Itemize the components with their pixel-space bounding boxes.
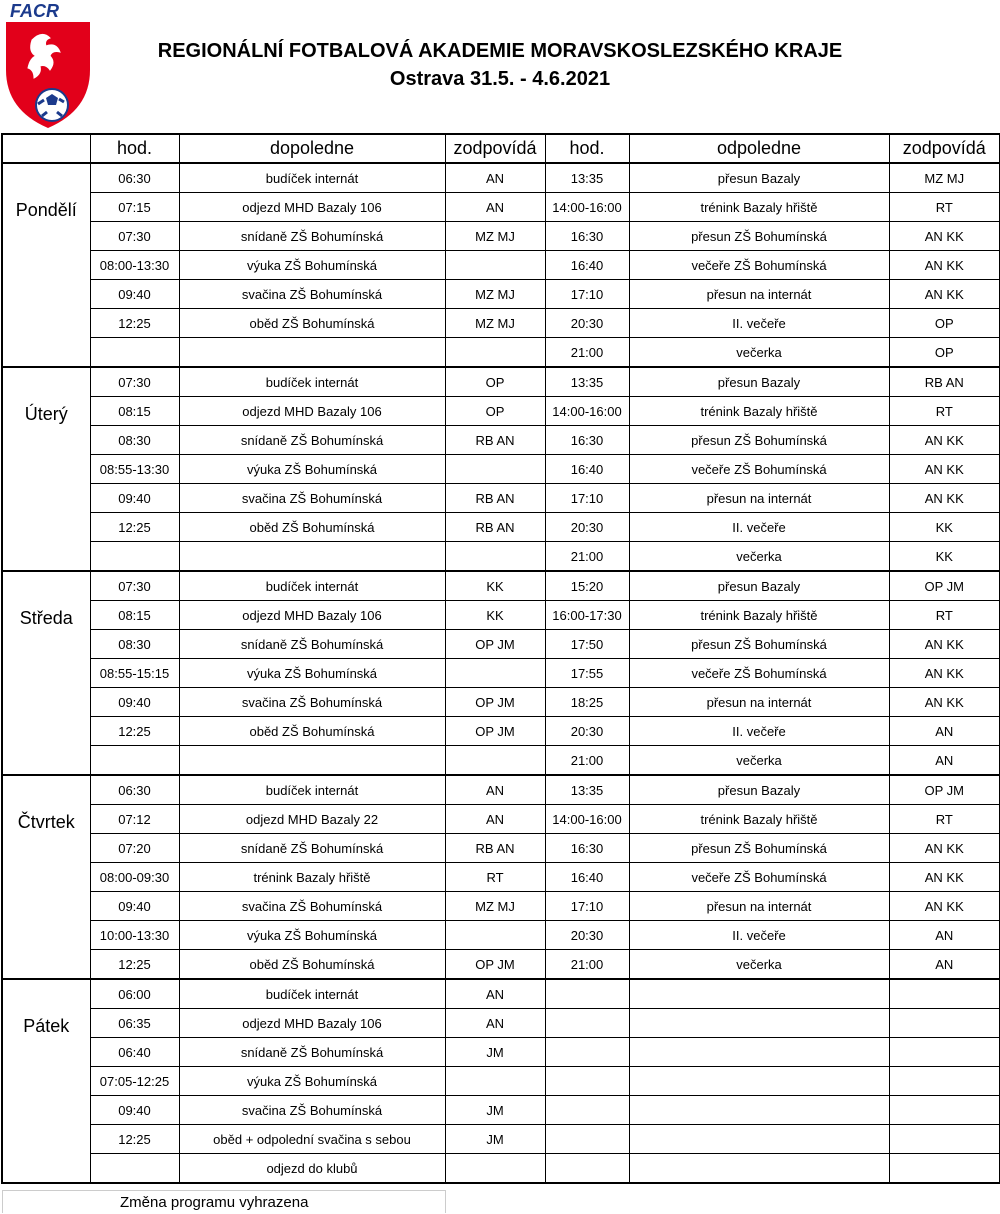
cell-responsible-pm: AN KK <box>889 688 1000 717</box>
table-row <box>2 1038 1000 1067</box>
table-row <box>2 950 1000 980</box>
cell-activity-am: oběd ZŠ Bohumínská <box>179 309 445 338</box>
cell-time-am: 09:40 <box>90 688 179 717</box>
table-row <box>2 601 1000 630</box>
cell-time-am: 09:40 <box>90 484 179 513</box>
table-row <box>2 921 1000 950</box>
cell-responsible-am: KK <box>445 601 545 630</box>
cell-responsible-am <box>445 251 545 280</box>
table-row <box>2 542 1000 572</box>
cell-responsible-pm <box>889 979 1000 1009</box>
table-row <box>2 775 1000 805</box>
cell-responsible-am: OP <box>445 367 545 397</box>
cell-time-pm <box>545 1009 629 1038</box>
cell-responsible-am <box>445 455 545 484</box>
cell-time-pm: 17:55 <box>545 659 629 688</box>
cell-responsible-am: AN <box>445 163 545 193</box>
cell-activity-am: svačina ZŠ Bohumínská <box>179 484 445 513</box>
cell-responsible-am: MZ MJ <box>445 309 545 338</box>
cell-time-am: 12:25 <box>90 309 179 338</box>
cell-activity-am: trénink Bazaly hřiště <box>179 863 445 892</box>
cell-responsible-pm: OP <box>889 309 1000 338</box>
schedule-table <box>1 133 1000 1184</box>
cell-activity-pm: přesun Bazaly <box>629 367 889 397</box>
cell-activity-pm: trénink Bazaly hřiště <box>629 601 889 630</box>
cell-time-pm: 16:30 <box>545 426 629 455</box>
cell-time-pm: 16:40 <box>545 455 629 484</box>
cell-activity-am: svačina ZŠ Bohumínská <box>179 892 445 921</box>
table-row <box>2 805 1000 834</box>
cell-time-am: 06:00 <box>90 979 179 1009</box>
day-label: Úterý <box>2 367 90 571</box>
cell-activity-pm: přesun ZŠ Bohumínská <box>629 426 889 455</box>
cell-responsible-am: OP <box>445 397 545 426</box>
cell-time-am: 07:12 <box>90 805 179 834</box>
cell-time-pm: 13:35 <box>545 163 629 193</box>
column-header-time-am: hod. <box>90 134 179 163</box>
cell-responsible-pm: AN KK <box>889 659 1000 688</box>
cell-responsible-pm: AN KK <box>889 834 1000 863</box>
cell-time-am <box>90 746 179 776</box>
cell-time-am: 08:30 <box>90 426 179 455</box>
cell-time-am: 06:30 <box>90 775 179 805</box>
cell-responsible-pm: KK <box>889 513 1000 542</box>
day-label: Čtvrtek <box>2 775 90 979</box>
cell-responsible-pm <box>889 1067 1000 1096</box>
cell-activity-pm: II. večeře <box>629 309 889 338</box>
cell-responsible-pm: AN KK <box>889 426 1000 455</box>
cell-time-pm: 16:40 <box>545 251 629 280</box>
cell-time-pm: 20:30 <box>545 921 629 950</box>
day-label: Středa <box>2 571 90 775</box>
cell-activity-pm: večeře ZŠ Bohumínská <box>629 455 889 484</box>
cell-responsible-am: KK <box>445 571 545 601</box>
cell-responsible-pm: RT <box>889 193 1000 222</box>
table-row <box>2 1125 1000 1154</box>
cell-activity-am: oběd + odpolední svačina s sebou <box>179 1125 445 1154</box>
cell-activity-am <box>179 338 445 368</box>
cell-responsible-am: AN <box>445 775 545 805</box>
cell-activity-am: oběd ZŠ Bohumínská <box>179 513 445 542</box>
cell-time-am: 07:20 <box>90 834 179 863</box>
cell-activity-pm: večeře ZŠ Bohumínská <box>629 863 889 892</box>
table-row <box>2 979 1000 1009</box>
cell-activity-pm: II. večeře <box>629 921 889 950</box>
cell-responsible-am: RB AN <box>445 426 545 455</box>
cell-responsible-am: OP JM <box>445 717 545 746</box>
cell-activity-am: budíček internát <box>179 163 445 193</box>
cell-time-am: 06:30 <box>90 163 179 193</box>
cell-time-am: 08:55-13:30 <box>90 455 179 484</box>
column-header-responsible-am: zodpovídá <box>445 134 545 163</box>
cell-time-am: 07:30 <box>90 367 179 397</box>
cell-activity-am: odjezd do klubů <box>179 1154 445 1184</box>
cell-time-am: 12:25 <box>90 950 179 980</box>
table-row <box>2 630 1000 659</box>
cell-time-am: 06:35 <box>90 1009 179 1038</box>
cell-time-am: 09:40 <box>90 1096 179 1125</box>
page-title: REGIONÁLNÍ FOTBALOVÁ AKADEMIE MORAVSKOSLEZSKÉHO KRAJE <box>157 40 843 62</box>
cell-time-pm: 18:25 <box>545 688 629 717</box>
table-row <box>2 746 1000 776</box>
cell-time-pm <box>545 1125 629 1154</box>
cell-activity-pm: večeře ZŠ Bohumínská <box>629 251 889 280</box>
cell-activity-am: odjezd MHD Bazaly 106 <box>179 601 445 630</box>
cell-activity-pm <box>629 1009 889 1038</box>
cell-activity-am <box>179 746 445 776</box>
cell-time-pm: 20:30 <box>545 513 629 542</box>
cell-activity-am: budíček internát <box>179 979 445 1009</box>
cell-activity-am: odjezd MHD Bazaly 106 <box>179 1009 445 1038</box>
cell-activity-pm: přesun Bazaly <box>629 571 889 601</box>
cell-activity-pm: večerka <box>629 950 889 980</box>
cell-time-am: 09:40 <box>90 892 179 921</box>
cell-responsible-am: AN <box>445 1009 545 1038</box>
cell-activity-pm <box>629 1038 889 1067</box>
cell-time-am: 08:30 <box>90 630 179 659</box>
cell-activity-am: snídaně ZŠ Bohumínská <box>179 834 445 863</box>
cell-responsible-am <box>445 1067 545 1096</box>
table-row <box>2 1009 1000 1038</box>
cell-responsible-pm: RT <box>889 397 1000 426</box>
cell-responsible-pm: AN KK <box>889 484 1000 513</box>
table-row <box>2 1067 1000 1096</box>
cell-time-am <box>90 542 179 572</box>
cell-activity-am: snídaně ZŠ Bohumínská <box>179 426 445 455</box>
cell-activity-am <box>179 542 445 572</box>
cell-responsible-pm <box>889 1154 1000 1184</box>
cell-time-am: 08:55-15:15 <box>90 659 179 688</box>
cell-activity-pm: II. večeře <box>629 513 889 542</box>
cell-responsible-am: AN <box>445 979 545 1009</box>
cell-activity-pm: večerka <box>629 338 889 368</box>
cell-time-pm: 20:30 <box>545 717 629 746</box>
footer-note <box>2 1190 446 1213</box>
cell-activity-pm: přesun Bazaly <box>629 775 889 805</box>
cell-activity-pm: večerka <box>629 542 889 572</box>
cell-responsible-pm: AN KK <box>889 280 1000 309</box>
cell-responsible-am: OP JM <box>445 688 545 717</box>
column-header-morning: dopoledne <box>179 134 445 163</box>
cell-time-pm: 14:00-16:00 <box>545 805 629 834</box>
cell-time-pm: 21:00 <box>545 338 629 368</box>
cell-activity-am: snídaně ZŠ Bohumínská <box>179 222 445 251</box>
cell-activity-pm: přesun ZŠ Bohumínská <box>629 630 889 659</box>
cell-responsible-am: RT <box>445 863 545 892</box>
cell-time-pm: 21:00 <box>545 542 629 572</box>
cell-time-pm <box>545 979 629 1009</box>
cell-responsible-am: JM <box>445 1038 545 1067</box>
cell-responsible-am <box>445 659 545 688</box>
cell-responsible-am <box>445 1154 545 1184</box>
table-row <box>2 892 1000 921</box>
cell-responsible-pm: AN KK <box>889 455 1000 484</box>
cell-activity-am: výuka ZŠ Bohumínská <box>179 1067 445 1096</box>
table-row <box>2 455 1000 484</box>
cell-time-pm: 21:00 <box>545 746 629 776</box>
cell-activity-am: svačina ZŠ Bohumínská <box>179 688 445 717</box>
cell-responsible-pm: OP JM <box>889 775 1000 805</box>
cell-activity-pm: večeře ZŠ Bohumínská <box>629 659 889 688</box>
table-row <box>2 717 1000 746</box>
cell-activity-pm: přesun na internát <box>629 892 889 921</box>
table-row <box>2 309 1000 338</box>
cell-time-am: 10:00-13:30 <box>90 921 179 950</box>
cell-responsible-am: AN <box>445 805 545 834</box>
facr-logo <box>2 0 94 130</box>
cell-time-am: 08:15 <box>90 601 179 630</box>
cell-time-am: 12:25 <box>90 513 179 542</box>
table-row <box>2 426 1000 455</box>
cell-responsible-pm: AN KK <box>889 251 1000 280</box>
table-row <box>2 834 1000 863</box>
cell-activity-pm <box>629 1154 889 1184</box>
page-subtitle: Ostrava 31.5. - 4.6.2021 <box>389 68 611 90</box>
cell-responsible-pm: RT <box>889 601 1000 630</box>
cell-activity-am: snídaně ZŠ Bohumínská <box>179 1038 445 1067</box>
cell-activity-pm: přesun na internát <box>629 484 889 513</box>
cell-responsible-pm: AN <box>889 746 1000 776</box>
cell-responsible-am: RB AN <box>445 834 545 863</box>
column-header-time-pm: hod. <box>545 134 629 163</box>
table-row <box>2 513 1000 542</box>
cell-activity-pm <box>629 979 889 1009</box>
column-header-afternoon: odpoledne <box>629 134 889 163</box>
cell-responsible-pm: MZ MJ <box>889 163 1000 193</box>
cell-time-pm: 13:35 <box>545 775 629 805</box>
table-row <box>2 1154 1000 1184</box>
cell-responsible-pm: KK <box>889 542 1000 572</box>
cell-activity-am: budíček internát <box>179 571 445 601</box>
cell-responsible-am: MZ MJ <box>445 892 545 921</box>
cell-responsible-pm: AN KK <box>889 863 1000 892</box>
cell-time-am: 08:00-13:30 <box>90 251 179 280</box>
cell-time-am: 12:25 <box>90 1125 179 1154</box>
cell-responsible-pm: OP JM <box>889 571 1000 601</box>
cell-time-pm: 16:40 <box>545 863 629 892</box>
table-row <box>2 397 1000 426</box>
cell-time-am: 07:30 <box>90 222 179 251</box>
table-row <box>2 193 1000 222</box>
table-row <box>2 688 1000 717</box>
day-label: Pondělí <box>2 163 90 367</box>
cell-activity-pm: trénink Bazaly hřiště <box>629 805 889 834</box>
cell-responsible-am: JM <box>445 1125 545 1154</box>
cell-activity-pm: přesun na internát <box>629 688 889 717</box>
cell-time-pm: 14:00-16:00 <box>545 397 629 426</box>
cell-time-am: 12:25 <box>90 717 179 746</box>
cell-activity-pm <box>629 1125 889 1154</box>
cell-responsible-pm: RB AN <box>889 367 1000 397</box>
cell-activity-am: budíček internát <box>179 367 445 397</box>
cell-time-pm: 17:10 <box>545 892 629 921</box>
cell-activity-pm: II. večeře <box>629 717 889 746</box>
cell-activity-pm <box>629 1067 889 1096</box>
cell-responsible-pm <box>889 1125 1000 1154</box>
table-row <box>2 571 1000 601</box>
cell-responsible-am: AN <box>445 193 545 222</box>
cell-responsible-am: MZ MJ <box>445 280 545 309</box>
cell-responsible-am <box>445 338 545 368</box>
cell-responsible-pm: RT <box>889 805 1000 834</box>
cell-responsible-am: OP JM <box>445 950 545 980</box>
cell-responsible-am: OP JM <box>445 630 545 659</box>
cell-responsible-pm: AN <box>889 950 1000 980</box>
cell-time-pm: 20:30 <box>545 309 629 338</box>
cell-activity-pm <box>629 1096 889 1125</box>
cell-responsible-pm <box>889 1096 1000 1125</box>
cell-responsible-am: RB AN <box>445 484 545 513</box>
cell-activity-pm: přesun ZŠ Bohumínská <box>629 222 889 251</box>
table-row <box>2 863 1000 892</box>
cell-responsible-am: MZ MJ <box>445 222 545 251</box>
cell-responsible-pm: AN KK <box>889 222 1000 251</box>
cell-activity-am: svačina ZŠ Bohumínská <box>179 280 445 309</box>
cell-activity-am: výuka ZŠ Bohumínská <box>179 921 445 950</box>
cell-responsible-am <box>445 921 545 950</box>
cell-responsible-am <box>445 746 545 776</box>
cell-time-am: 08:15 <box>90 397 179 426</box>
cell-time-pm: 17:10 <box>545 280 629 309</box>
cell-time-pm <box>545 1154 629 1184</box>
column-header-day <box>2 134 90 163</box>
cell-responsible-pm: AN KK <box>889 630 1000 659</box>
cell-time-pm: 14:00-16:00 <box>545 193 629 222</box>
table-row <box>2 659 1000 688</box>
cell-time-am: 08:00-09:30 <box>90 863 179 892</box>
table-row <box>2 484 1000 513</box>
cell-time-pm <box>545 1038 629 1067</box>
cell-time-pm: 17:50 <box>545 630 629 659</box>
cell-time-pm: 17:10 <box>545 484 629 513</box>
table-header-row <box>2 134 1000 163</box>
cell-time-am: 09:40 <box>90 280 179 309</box>
table-row <box>2 222 1000 251</box>
cell-time-pm: 13:35 <box>545 367 629 397</box>
table-row <box>2 1096 1000 1125</box>
cell-responsible-pm <box>889 1009 1000 1038</box>
cell-time-pm <box>545 1067 629 1096</box>
cell-activity-am: odjezd MHD Bazaly 22 <box>179 805 445 834</box>
cell-time-am <box>90 338 179 368</box>
table-row <box>2 280 1000 309</box>
cell-activity-pm: přesun Bazaly <box>629 163 889 193</box>
table-row <box>2 163 1000 193</box>
cell-activity-am: svačina ZŠ Bohumínská <box>179 1096 445 1125</box>
cell-activity-am: budíček internát <box>179 775 445 805</box>
table-row <box>2 251 1000 280</box>
day-label: Pátek <box>2 979 90 1183</box>
cell-responsible-am: RB AN <box>445 513 545 542</box>
table-row <box>2 367 1000 397</box>
cell-time-pm: 16:30 <box>545 834 629 863</box>
cell-time-am: 07:30 <box>90 571 179 601</box>
cell-activity-am: oběd ZŠ Bohumínská <box>179 717 445 746</box>
cell-time-am: 07:05-12:25 <box>90 1067 179 1096</box>
cell-activity-am: odjezd MHD Bazaly 106 <box>179 193 445 222</box>
cell-responsible-pm: AN <box>889 717 1000 746</box>
cell-time-pm: 16:00-17:30 <box>545 601 629 630</box>
cell-activity-pm: trénink Bazaly hřiště <box>629 397 889 426</box>
cell-time-pm <box>545 1096 629 1125</box>
cell-activity-am: oběd ZŠ Bohumínská <box>179 950 445 980</box>
cell-responsible-pm: AN <box>889 921 1000 950</box>
cell-activity-pm: přesun na internát <box>629 280 889 309</box>
cell-responsible-am <box>445 542 545 572</box>
cell-activity-am: výuka ZŠ Bohumínská <box>179 251 445 280</box>
cell-time-pm: 16:30 <box>545 222 629 251</box>
cell-responsible-pm <box>889 1038 1000 1067</box>
cell-activity-pm: večerka <box>629 746 889 776</box>
cell-activity-am: výuka ZŠ Bohumínská <box>179 659 445 688</box>
cell-responsible-pm: OP <box>889 338 1000 368</box>
cell-time-pm: 15:20 <box>545 571 629 601</box>
cell-responsible-am: JM <box>445 1096 545 1125</box>
cell-activity-am: odjezd MHD Bazaly 106 <box>179 397 445 426</box>
cell-time-am: 07:15 <box>90 193 179 222</box>
cell-time-pm: 21:00 <box>545 950 629 980</box>
cell-time-am <box>90 1154 179 1184</box>
cell-activity-am: snídaně ZŠ Bohumínská <box>179 630 445 659</box>
table-row <box>2 338 1000 368</box>
svg-text:FACR: FACR <box>10 1 59 21</box>
cell-activity-pm: trénink Bazaly hřiště <box>629 193 889 222</box>
cell-responsible-pm: AN KK <box>889 892 1000 921</box>
column-header-responsible-pm: zodpovídá <box>889 134 1000 163</box>
cell-time-am: 06:40 <box>90 1038 179 1067</box>
footer-note-text: Změna programu vyhrazena <box>120 1194 309 1211</box>
cell-activity-pm: přesun ZŠ Bohumínská <box>629 834 889 863</box>
cell-activity-am: výuka ZŠ Bohumínská <box>179 455 445 484</box>
